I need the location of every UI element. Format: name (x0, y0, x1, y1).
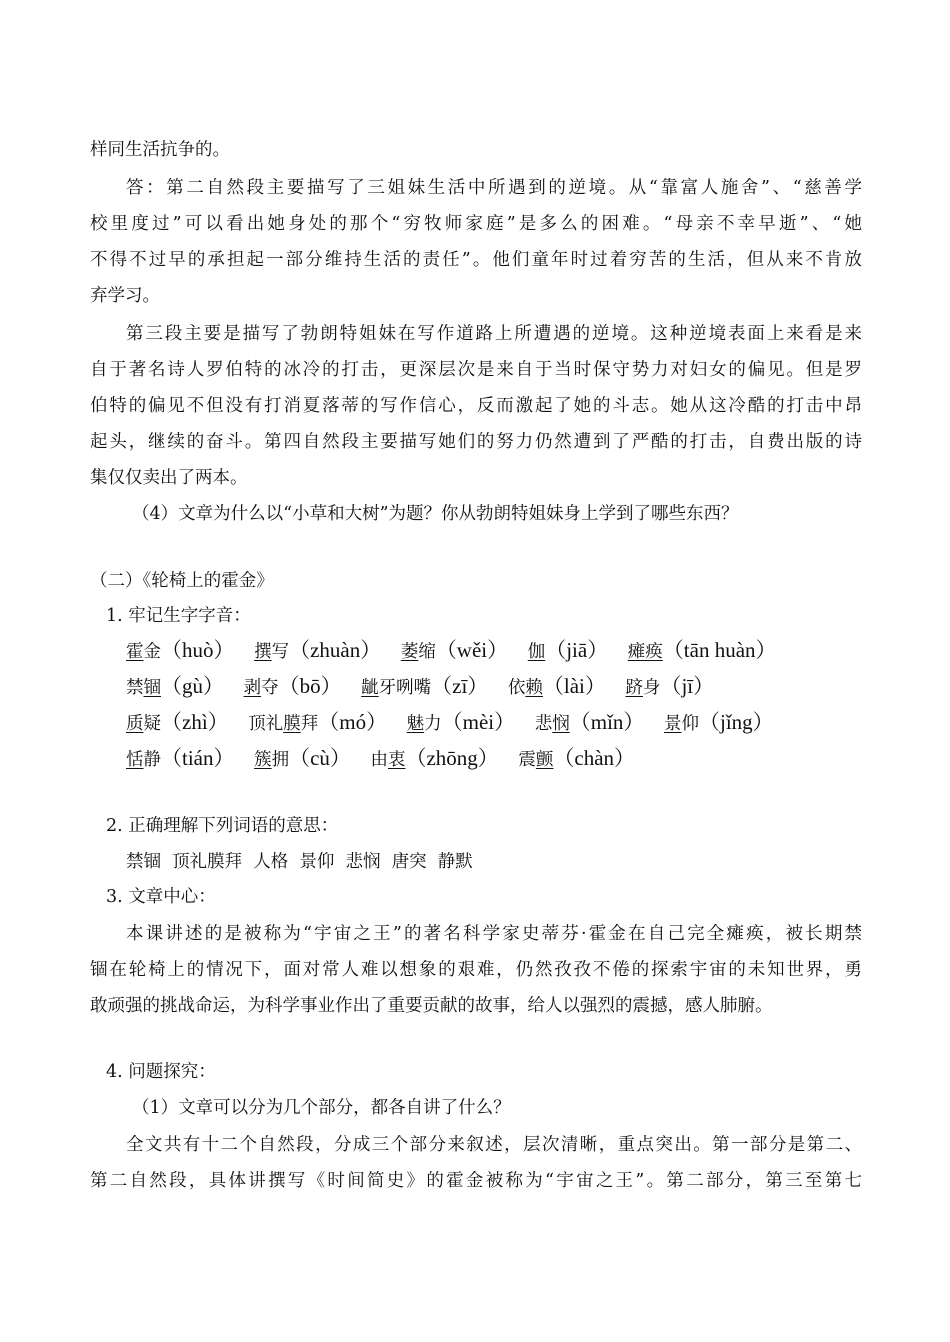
pinyin-word: 瘫痪（tān huàn） (627, 638, 777, 662)
pinyin-word: 龇牙咧嘴（zī） (361, 674, 489, 698)
pinyin-word: 顶礼膜拜（mó） (248, 710, 388, 734)
pinyin-word: 由衷（zhōng） (370, 746, 499, 770)
text-line: 不得不过早的承担起一部分维持生活的责任”。他们童年时过着穷苦的生活，但从来不肯放 (90, 250, 862, 270)
text-line: 起头，继续的奋斗。第四自然段主要描写她们的努力仍然遭到了严酷的打击，自费出版的诗 (90, 432, 862, 452)
list-item-heading: 3. 文章中心： (106, 887, 216, 907)
pinyin-word: 簇拥（cù） (254, 746, 351, 770)
pinyin-row (126, 670, 728, 700)
question-line: （1）文章可以分为几个部分，都各自讲了什么？ (132, 1098, 511, 1118)
text-line: 弃学习。 (90, 286, 160, 306)
pinyin-word: 震颤（chàn） (518, 746, 636, 770)
text-line: 样同生活抗争的。 (90, 140, 230, 160)
pinyin-word: 伽（jiā） (527, 638, 609, 662)
text-line: 自于著名诗人罗伯特的冰冷的打击，更深层次是来自于当时保守势力对妇女的偏见。但是罗 (90, 360, 862, 380)
pinyin-word: 恬静（tián） (126, 746, 235, 770)
pinyin-word: 禁锢（gù） (126, 674, 224, 698)
list-item-heading: 4. 问题探究： (106, 1062, 216, 1082)
pinyin-word: 质疑（zhì） (126, 710, 229, 734)
text-line: 本课讲述的是被称为“宇宙之王”的著名科学家史蒂芬·霍金在自己完全瘫痪，被长期禁 (126, 924, 862, 944)
pinyin-row (126, 742, 649, 772)
text-line: 答：第二自然段主要描写了三姐妹生活中所遇到的逆境。从“靠富人施舍”、“慈善学 (126, 178, 862, 198)
text-line: 第二自然段，具体讲撰写《时间简史》的霍金被称为“宇宙之王”。第二部分，第三至第七 (90, 1171, 862, 1191)
text-line: 伯特的偏见不但没有打消夏落蒂的写作信心，反而激起了她的斗志。她从这冷酷的打击中昂 (90, 396, 862, 416)
text-line: 锢在轮椅上的情况下，面对常人难以想象的艰难，仍然孜孜不倦的探索宇宙的未知世界，勇 (90, 960, 862, 980)
vocab-line: 禁锢 顶礼膜拜 人格 景仰 悲悯 唐突 静默 (126, 852, 473, 872)
text-line: 校里度过”可以看出她身处的那个“穷牧师家庭”是多么的困难。“母亲不幸早逝”、“她 (90, 214, 862, 234)
text-line: 全文共有十二个自然段，分成三个部分来叙述，层次清晰，重点突出。第一部分是第二、 (126, 1135, 862, 1155)
pinyin-word: 萎缩（wěi） (400, 638, 509, 662)
text-line: 敢顽强的挑战命运，为科学事业作出了重要贡献的故事，给人以强烈的震撼，感人肺腑。 (90, 996, 773, 1016)
pinyin-word: 悲悯（mǐn） (534, 710, 645, 734)
pinyin-word: 景仰（jǐng） (663, 710, 774, 734)
question-line: （4）文章为什么以“小草和大树”为题？你从勃朗特姐妹身上学到了哪些东西？ (132, 504, 739, 524)
pinyin-word: 魅力（mèi） (406, 710, 516, 734)
text-line: 集仅仅卖出了两本。 (90, 468, 248, 488)
text-line: 第三段主要是描写了勃朗特姐妹在写作道路上所遭遇的逆境。这种逆境表面上来看是来 (126, 324, 862, 344)
list-item-heading: 1. 牢记生字字音： (106, 606, 251, 626)
section-heading: （二）《轮椅上的霍金》 (90, 571, 274, 591)
pinyin-word: 撰写（zhuàn） (254, 638, 382, 662)
pinyin-word: 霍金（huò） (126, 638, 235, 662)
pinyin-row (126, 634, 791, 664)
pinyin-word: 剥夺（bō） (243, 674, 342, 698)
pinyin-row (126, 706, 788, 736)
pinyin-word: 跻身（jī） (625, 674, 715, 698)
list-item-heading: 2. 正确理解下列词语的意思： (106, 816, 339, 836)
pinyin-word: 依赖（lài） (507, 674, 606, 698)
